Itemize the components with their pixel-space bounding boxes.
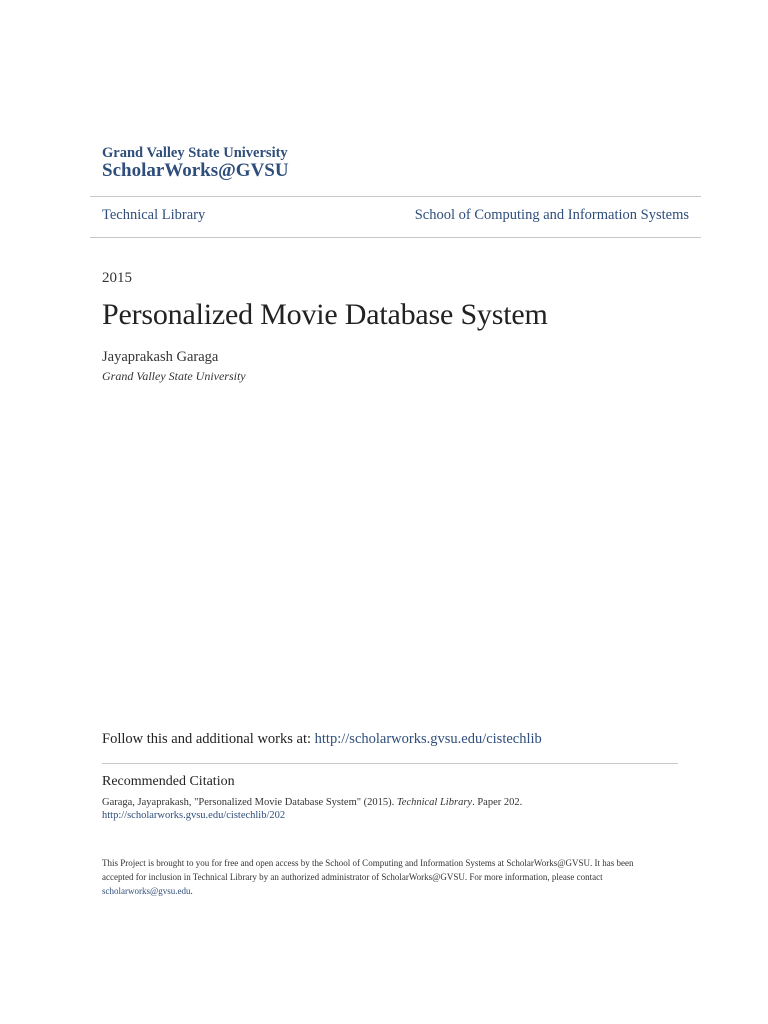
citation-heading: Recommended Citation xyxy=(102,774,235,789)
site-name: ScholarWorks@GVSU xyxy=(102,160,289,181)
citation-divider xyxy=(102,763,678,764)
citation-main: Garaga, Jayaprakash, "Personalized Movie Database System" (2015). xyxy=(102,797,397,808)
publication-year: 2015 xyxy=(102,270,132,286)
contact-email-link[interactable]: scholarworks@gvsu.edu xyxy=(102,886,191,896)
header-divider-bottom xyxy=(90,237,701,238)
notice-line-1: This Project is brought to you for free and open access by the School of Computing and Information Systems at ScholarWorks@GVSU. It has been xyxy=(102,858,634,868)
citation-url-link[interactable]: http://scholarworks.gvsu.edu/cistechlib/202 xyxy=(102,810,286,821)
follow-label: Follow this and additional works at: xyxy=(102,731,315,747)
follow-line xyxy=(102,731,542,748)
university-name: Grand Valley State University xyxy=(102,145,288,161)
header-divider-top xyxy=(90,196,701,197)
school-link[interactable]: School of Computing and Information Systems xyxy=(414,207,689,223)
author-affiliation: Grand Valley State University xyxy=(102,369,246,383)
citation-series: Technical Library xyxy=(396,797,473,808)
access-notice xyxy=(102,856,662,898)
citation-end: . Paper 202. xyxy=(472,797,523,808)
citation-text xyxy=(102,797,522,808)
document-title: Personalized Movie Database System xyxy=(102,298,548,331)
notice-end: . xyxy=(190,886,193,896)
author-name: Jayaprakash Garaga xyxy=(102,349,219,365)
notice-line-2: accepted for inclusion in Technical Library by an authorized administrator of ScholarWorks@GVSU. For more information, please contact xyxy=(102,872,603,882)
follow-url-link[interactable]: http://scholarworks.gvsu.edu/cistechlib xyxy=(314,731,542,747)
technical-library-link[interactable]: Technical Library xyxy=(102,207,206,223)
